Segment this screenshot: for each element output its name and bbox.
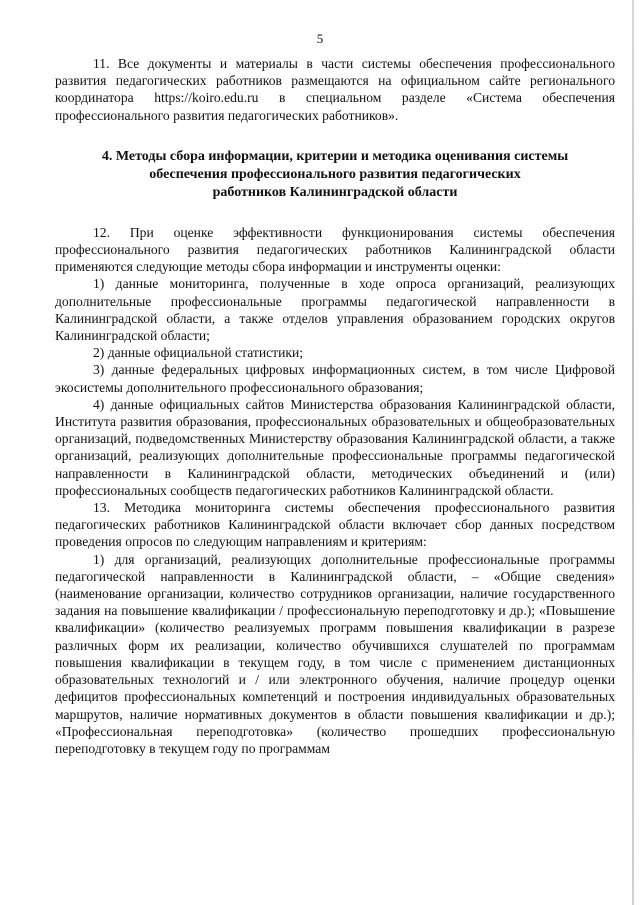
paragraph-11: 11. Все документы и материалы в части системы обеспечения профессионального развития педагогических работников размещаются на официальном сайте регионального координатора https://koiro.edu.ru в специальном разделе «Система обеспечения профессионального развития педагогических работников». [55,56,615,123]
section-heading-line-3: работников Калининградской области [212,184,458,200]
section-heading [55,148,615,202]
list-item-12-1: 1) данные мониторинга, полученные в ходе опроса организаций, реализующих дополнительные профессиональные программы педагогической направленности в Калининградской области, а также отделов управления образованием городских округов Калининградской области; [55,276,615,344]
document-body [55,55,615,757]
section-heading-line-2: обеспечения профессионального развития педагогических [149,166,521,182]
list-item-12-4: 4) данные официальных сайтов Министерства образования Калининградской области, Института развития образования, профессиональных образовательных и общеобразовательных организаций, подведомственных Министерству образования Калининградской области, а также организаций, реализующих дополнительные профессиональные программы педагогической направленности в Калининградской области, методических объединений и (или) профессиональных сообществ педагогических работников Калининградской области. [55,396,615,498]
list-item-13-1: 1) для организаций, реализующих дополнительные профессиональные программы педагогической направленности в Калининградской области, – «Общие сведения» (наименование организации, количество сотрудников организации, наличие государственного задания на повышение квалификации / профессиональную переподготовку и др.); «Повышение квалификации» (количество реализуемых программ повышения квалификации в разрезе различных форм их реализации, количество обучившихся слушателей по программам повышения квалификации в текущем году, в том числе с применением дистанционных образовательных технологий и / или электронного обучения, наличие процедур оценки дефицитов профессиональных компетенций и построения индивидуальных образовательных маршрутов, наличие нормативных документов в области повышения квалификации и др.); «Профессиональная переподготовка» (количество прошедших профессиональную переподготовку в текущем году по программам [55,551,615,756]
list-item-12-3: 3) данные федеральных цифровых информационных систем, в том числе Цифровой экосистемы дополнительного профессионального образования; [55,362,615,395]
paragraph-12: 12. При оценке эффективности функционирования системы обеспечения профессионального развития педагогических работников Калининградской области применяются следующие методы сбора информации и инструменты оценки: [55,224,615,275]
page-number: 5 [316,31,324,46]
scan-edge-shadow [632,0,634,905]
paragraph-13: 13. Методика мониторинга системы обеспечения профессионального развития педагогических работников Калининградской области включает сбор данных посредством проведения опросов по следующим направлениям и критериям: [55,500,615,550]
section-heading-line-1: 4. Методы сбора информации, критерии и методика оценивания системы [101,148,569,164]
list-item-12-2: 2) данные официальной статистики; [93,345,304,361]
